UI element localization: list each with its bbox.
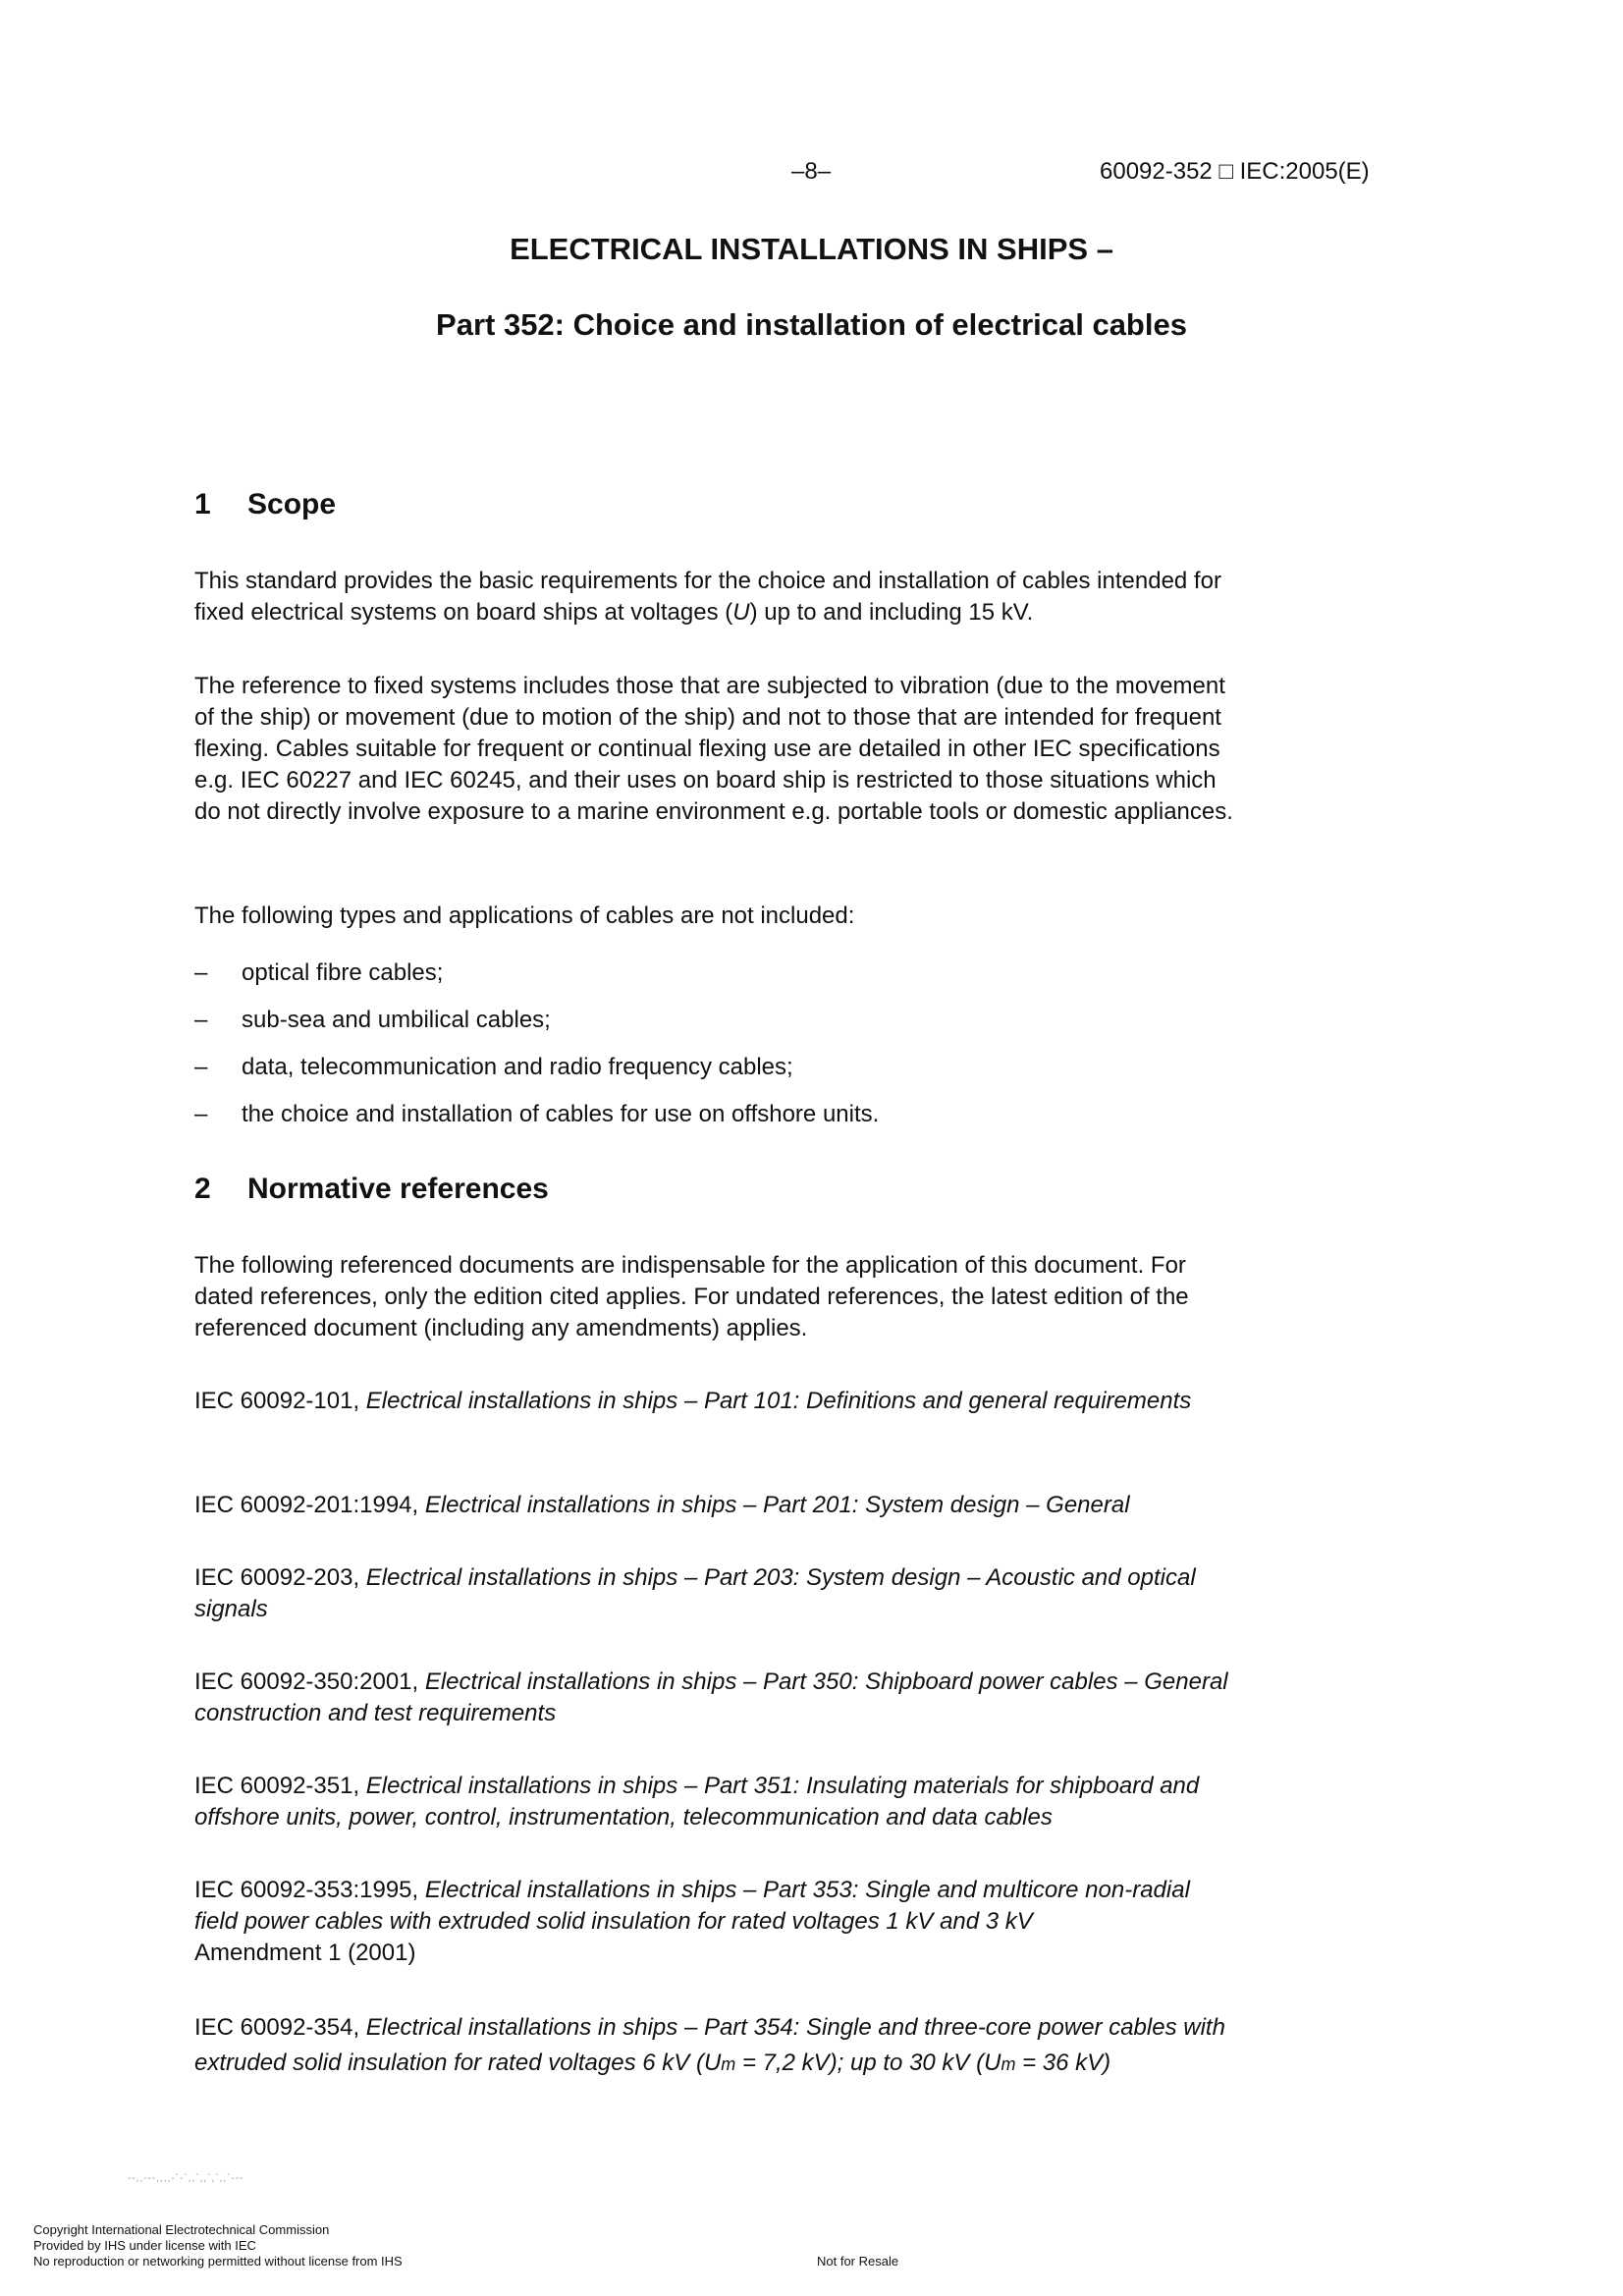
list-item <box>194 1052 1274 1099</box>
voltage-symbol: U <box>732 599 750 626</box>
list-item-text: data, telecommunication and radio frequency cables; <box>242 1054 793 1080</box>
reference-id: IEC 60092-351, <box>194 1773 366 1799</box>
reference-entry <box>194 1562 1235 1625</box>
section-number: 1 <box>194 488 211 520</box>
reference-id: IEC 60092-101, <box>194 1388 366 1414</box>
text-run: = 36 kV) <box>1015 2050 1111 2076</box>
reference-entry <box>194 1490 1235 1521</box>
normative-intro: The following referenced documents are indispensable for the application of this document. For dated references, only the edition cited applies. For undated references, the latest edition of the referenced document (including any amendments) applies. <box>194 1252 1189 1341</box>
footer-line: Copyright International Electrotechnical Commission <box>33 2222 330 2237</box>
reference-entry <box>194 1771 1235 1833</box>
scope-paragraph-3: The following types and applications of cables are not included: <box>194 902 855 929</box>
reference-amendment: Amendment 1 (2001) <box>194 1940 416 1966</box>
reference-title: Electrical installations in ships – Part 101: Definitions and general requirements <box>365 1388 1192 1414</box>
footer-line: No reproduction or networking permitted without license from IHS <box>33 2254 403 2269</box>
reference-title: Electrical installations in ships – Part 201: System design – General <box>424 1492 1130 1518</box>
reference-entry <box>194 1667 1235 1729</box>
dash-bullet: – <box>194 1007 208 1033</box>
list-item <box>194 957 1274 1005</box>
list-item-text: sub-sea and umbilical cables; <box>242 1007 551 1033</box>
section-number: 2 <box>194 1173 211 1205</box>
reference-id: IEC 60092-350:2001, <box>194 1668 425 1695</box>
reference-title: Electrical installations in ships – Part 203: System design – Acoustic and optical signals <box>194 1564 1196 1622</box>
document-subtitle: Part 352: Choice and installation of electrical cables <box>436 307 1187 342</box>
dash-bullet: – <box>194 959 208 986</box>
reference-id: IEC 60092-353:1995, <box>194 1877 425 1903</box>
section-title: Normative references <box>247 1173 549 1205</box>
footer-line: Provided by IHS under license with IEC <box>33 2238 256 2253</box>
reference-id: IEC 60092-354, <box>194 2014 366 2041</box>
subscript: m <box>721 2054 736 2074</box>
list-item-text: the choice and installation of cables for use on offshore units. <box>242 1101 880 1127</box>
reference-title: Electrical installations in ships – Part 351: Insulating materials for shipboard and offshore units, power, control, instrumentation, telecommunication and data cables <box>194 1773 1200 1831</box>
document-id: 60092-352 □ IEC:2005(E) <box>1100 158 1370 185</box>
section-1-heading <box>194 488 336 521</box>
reference-entry <box>194 2010 1235 2082</box>
page-number: –8– <box>791 158 832 185</box>
reference-entry <box>194 1386 1235 1417</box>
list-item <box>194 1005 1274 1052</box>
reference-title: Electrical installations in ships – Part 353: Single and multicore non-radial field power cables with extruded solid insulation for rated voltages 1 kV and 3 kV <box>194 1877 1190 1935</box>
reference-entry <box>194 1875 1235 1969</box>
copyright-footer <box>33 2222 403 2269</box>
text-run: = 7,2 kV); up to 30 kV (U <box>735 2050 1001 2076</box>
reference-id: IEC 60092-203, <box>194 1564 366 1591</box>
subscript: m <box>1001 2054 1016 2074</box>
section-2-heading <box>194 1173 549 1206</box>
text-run: Electrical installations in ships – Part 354: Single and three-core power cables with extruded solid insulation for rated voltages 6 kV (U <box>194 2014 1225 2076</box>
scope-paragraph-1 <box>194 566 1235 629</box>
dash-bullet: – <box>194 1054 208 1080</box>
scope-paragraph-2: The reference to fixed systems includes those that are subjected to vibration (due to the movement of the ship) or movement (due to motion of the ship) and not to those that are intended for frequent flexing. Cables suitable for frequent or continual flexing use are detailed in other IEC specifications e.g. IEC 60227 and IEC 60245, and their uses on board ship is restricted to those situations which do not directly involve exposure to a marine environment e.g. portable tools or domestic appliances. <box>194 673 1233 825</box>
reference-title: Electrical installations in ships – Part 350: Shipboard power cables – General construction and test requirements <box>194 1668 1228 1726</box>
list-item-text: optical fibre cables; <box>242 959 444 986</box>
exclusion-list <box>194 957 1274 1146</box>
watermark-dots: --,,---,,,,-`-`,,`,,`,`,,`--- <box>128 2173 244 2184</box>
reference-id: IEC 60092-201:1994, <box>194 1492 425 1518</box>
dash-bullet: – <box>194 1101 208 1127</box>
text-run: ) up to and including 15 kV. <box>749 599 1034 626</box>
document-title: ELECTRICAL INSTALLATIONS IN SHIPS – <box>510 232 1113 266</box>
text-run: This standard provides the basic requirements for the choice and installation of cables intended for fixed electrical systems on board ships at voltages ( <box>194 568 1221 626</box>
not-for-resale: Not for Resale <box>817 2254 899 2269</box>
section-title: Scope <box>247 488 337 520</box>
list-item <box>194 1099 1274 1146</box>
